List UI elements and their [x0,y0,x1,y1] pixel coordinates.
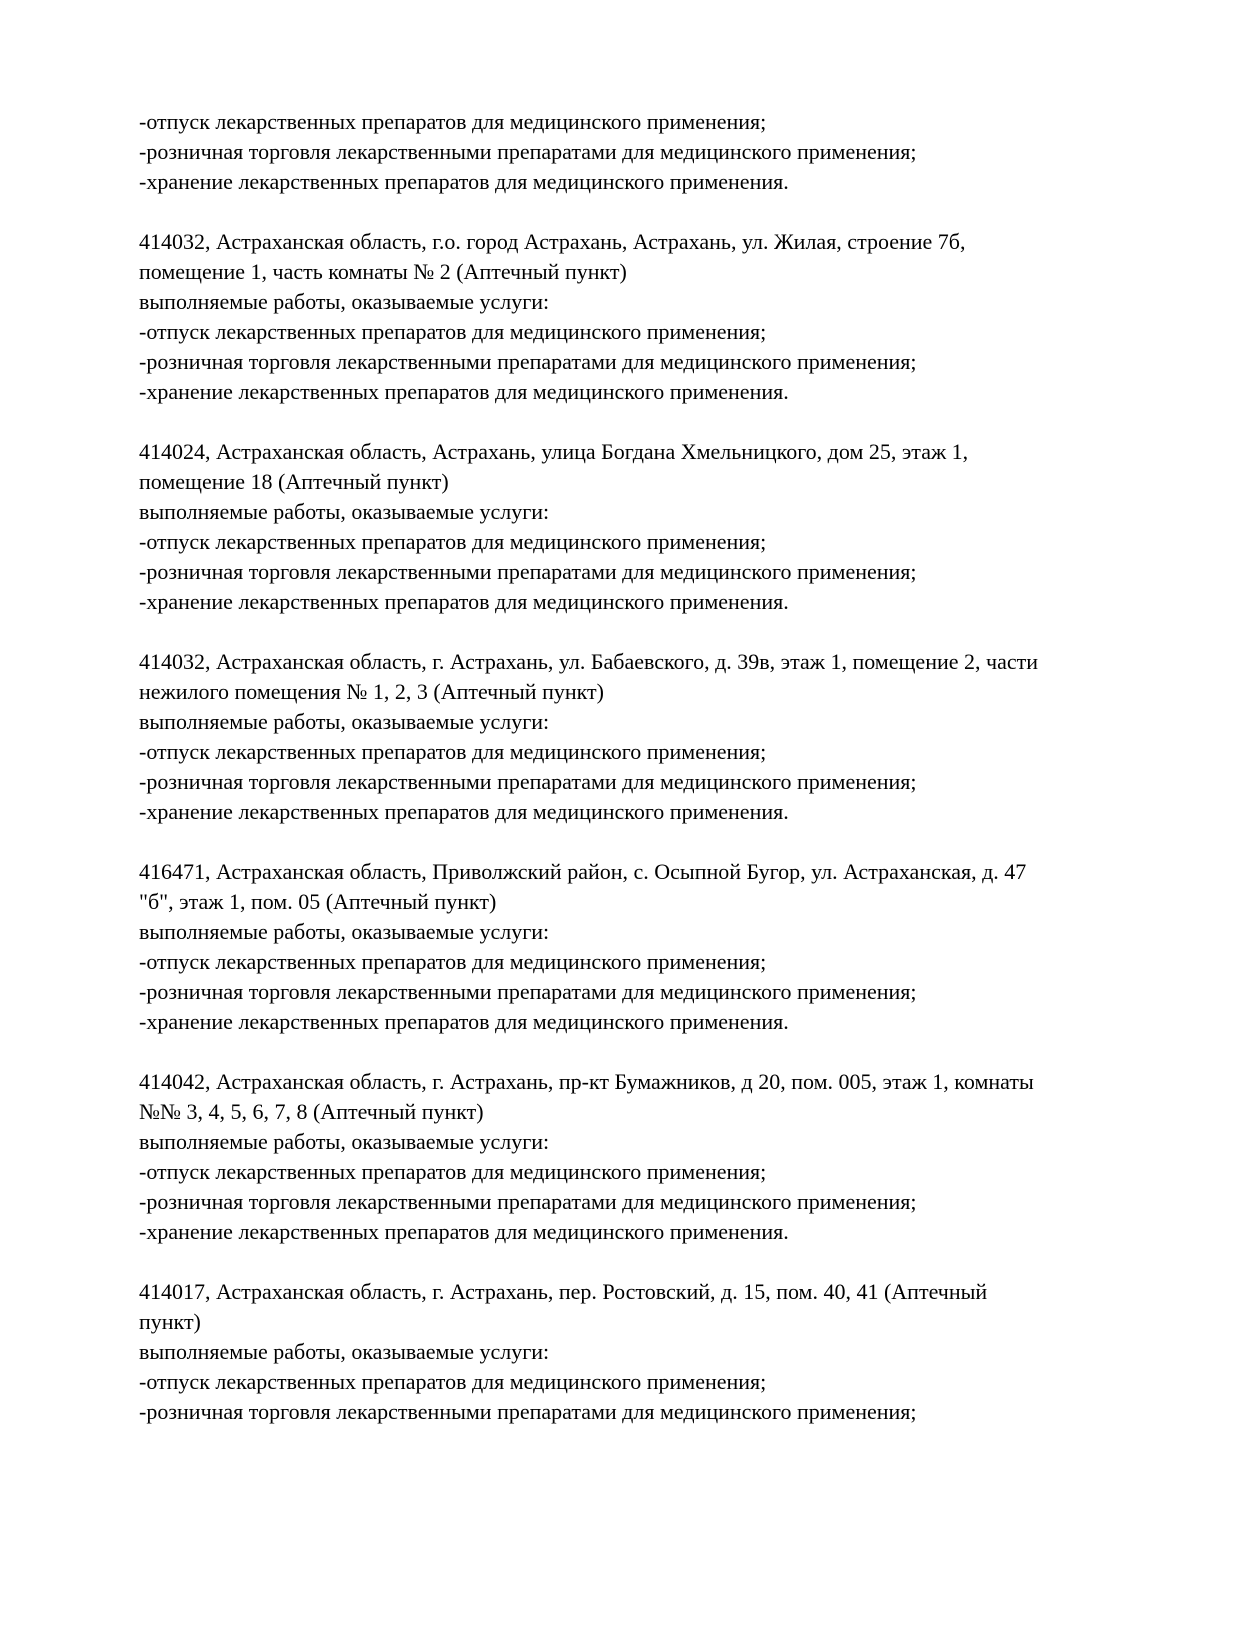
works-services-label: выполняемые работы, оказываемые услуги: [139,709,550,734]
service-line: -отпуск лекарственных препаратов для медицинского применения; [139,949,767,974]
service-line: -розничная торговля лекарственными препаратами для медицинского применения; [139,769,917,794]
service-line: -хранение лекарственных препаратов для медицинского применения. [139,169,789,194]
works-services-label: выполняемые работы, оказываемые услуги: [139,919,550,944]
service-line: -хранение лекарственных препаратов для медицинского применения. [139,589,789,614]
service-line: -отпуск лекарственных препаратов для медицинского применения; [139,109,767,134]
service-line: -отпуск лекарственных препаратов для медицинского применения; [139,1369,767,1394]
address-line: помещение 1, часть комнаты № 2 (Аптечный пункт) [139,259,627,284]
service-line: -розничная торговля лекарственными препаратами для медицинского применения; [139,559,917,584]
works-services-label: выполняемые работы, оказываемые услуги: [139,289,550,314]
service-line: -хранение лекарственных препаратов для медицинского применения. [139,799,789,824]
works-services-label: выполняемые работы, оказываемые услуги: [139,1339,550,1364]
service-line: -отпуск лекарственных препаратов для медицинского применения; [139,529,767,554]
address-block [139,437,1210,617]
service-line: -отпуск лекарственных препаратов для медицинского применения; [139,739,767,764]
address-blocks-container [139,227,1210,1427]
service-line: -розничная торговля лекарственными препаратами для медицинского применения; [139,979,917,1004]
service-line: -хранение лекарственных препаратов для медицинского применения. [139,379,789,404]
service-line: -розничная торговля лекарственными препаратами для медицинского применения; [139,349,917,374]
address-line: 414042, Астраханская область, г. Астрахань, пр-кт Бумажников, д 20, пом. 005, этаж 1, комнаты [139,1069,1034,1094]
address-line: 414032, Астраханская область, г. Астрахань, ул. Бабаевского, д. 39в, этаж 1, помещение 2, части [139,649,1038,674]
service-line: -отпуск лекарственных препаратов для медицинского применения; [139,1159,767,1184]
services-continuation-paragraph [139,107,1210,197]
address-line: 414024, Астраханская область, Астрахань, улица Богдана Хмельницкого, дом 25, этаж 1, [139,439,969,464]
address-line: 414017, Астраханская область, г. Астрахань, пер. Ростовский, д. 15, пом. 40, 41 (Аптечный [139,1279,988,1304]
address-block [139,1277,1210,1427]
address-block [139,227,1210,407]
service-line: -хранение лекарственных препаратов для медицинского применения. [139,1009,789,1034]
address-line: "б", этаж 1, пом. 05 (Аптечный пункт) [139,889,497,914]
address-block [139,647,1210,827]
address-block [139,1067,1210,1247]
address-line: 414032, Астраханская область, г.о. город Астрахань, Астрахань, ул. Жилая, строение 7б, [139,229,966,254]
service-line: -розничная торговля лекарственными препаратами для медицинского применения; [139,139,917,164]
address-line: 416471, Астраханская область, Приволжский район, с. Осыпной Бугор, ул. Астраханская, д. 47 [139,859,1027,884]
address-block [139,857,1210,1037]
works-services-label: выполняемые работы, оказываемые услуги: [139,499,550,524]
service-line: -отпуск лекарственных препаратов для медицинского применения; [139,319,767,344]
address-line: пункт) [139,1309,201,1334]
service-line: -розничная торговля лекарственными препаратами для медицинского применения; [139,1399,917,1424]
address-line: нежилого помещения № 1, 2, 3 (Аптечный пункт) [139,679,604,704]
service-line: -розничная торговля лекарственными препаратами для медицинского применения; [139,1189,917,1214]
address-line: помещение 18 (Аптечный пункт) [139,469,449,494]
address-line: №№ 3, 4, 5, 6, 7, 8 (Аптечный пункт) [139,1099,484,1124]
service-line: -хранение лекарственных препаратов для медицинского применения. [139,1219,789,1244]
works-services-label: выполняемые работы, оказываемые услуги: [139,1129,550,1154]
